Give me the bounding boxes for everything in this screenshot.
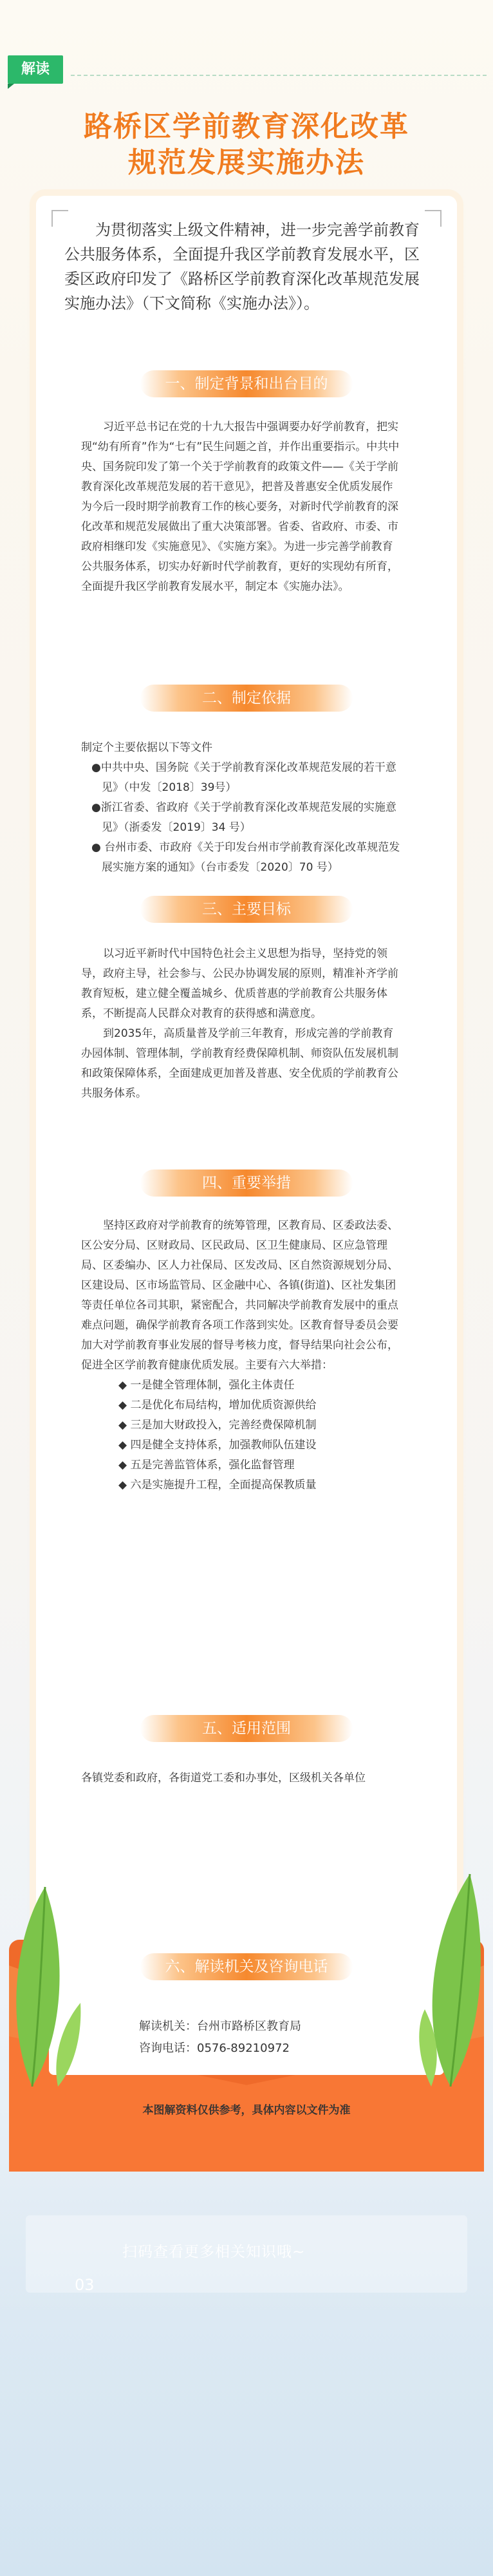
section-body-basis	[81, 738, 403, 878]
measure-item: ◆ 三是加大财政投入，完善经费保障机制	[118, 1419, 317, 1432]
section-title: 二、制定依据	[140, 685, 353, 712]
basis-item: ●浙江省委、省政府《关于学前教育深化改革规范发展的实施意见》（浙委发〔2019〕34 号）	[91, 801, 396, 834]
section-title: 四、重要举措	[140, 1170, 353, 1197]
page-title-line2: 规范发展实施办法	[128, 146, 365, 179]
scan-hint: 扫码查看更多相关知识哦~	[122, 2244, 306, 2260]
interpretation-tag: 解读	[8, 55, 63, 84]
section-header-goals	[0, 895, 493, 923]
goals-paragraph-1: 以习近平新时代中国特色社会主义思想为指导，坚持党的领导，政府主导，社会参与、公民办协调发展的原则，精准补齐学前教育短板，建立健全覆盖城乡、优质普惠的学前教育公共服务体系，不断提高人民群众对教育的获得感和满意度。	[81, 947, 398, 1020]
section-body-measures	[81, 1216, 403, 1495]
section-title: 六、解读机关及咨询电话	[140, 1953, 353, 1980]
contact-info	[139, 2016, 396, 2060]
section-header-scope	[0, 1714, 493, 1743]
basis-item: ● 台州市委、市政府《关于印发台州市学前教育深化改革规范发展实施方案的通知》（台市委发〔2020〕70 号）	[91, 841, 400, 874]
measures-paragraph: 坚持区政府对学前教育的统筹管理，区教育局、区委政法委、区公安分局、区财政局、区民政局、区卫生健康局、区应急管理局、区委编办、区人力社保局、区发改局、区自然资源规划分局、区建设局、区市场监管局、区金融中心、各镇(街道)、区社发集团等责任单位各司其职，紧密配合，共同解决学前教育发展中的重点难点问题，确保学前教育各项工作落到实处。区教育督导委员会要加大对学前教育事业发展的督导考核力度，督导结果向社会公布，促进全区学前教育健康优质发展。主要有六大举措：	[81, 1219, 398, 1372]
section-header-basis	[0, 684, 493, 712]
measure-item: ◆ 五是完善监管体系，强化监督管理	[118, 1459, 295, 1472]
measure-item: ◆ 一是健全管理体制，强化主体责任	[118, 1379, 295, 1392]
contact-phone: 咨询电话：0576-89210972	[139, 2041, 290, 2055]
section-title: 三、主要目标	[140, 896, 353, 923]
measure-item: ◆ 四是健全支持体系，加强教师队伍建设	[118, 1439, 317, 1452]
page-title-line1: 路桥区学前教育深化改革	[84, 110, 409, 143]
section-body-background: 习近平总书记在党的十九大报告中强调要办好学前教育，把实现“幼有所育”作为“七有”民生问题之首，并作出重要指示。中共中央、国务院印发了第一个关于学前教育的政策文件——《关于学前教育深化改革规范发展的若干意见》，把普及普惠安全优质发展作为今后一段时期学前教育工作的核心要务，对新时代学前教育的深化改革和规范发展做出了重大决策部署。省委、省政府、市委、市政府相继印发《实施意见》、《实施方案》。为进一步完善学前教育公共服务体系，切实办好新时代学前教育，更好的实现幼有所育，全面提升我区学前教育发展水平，制定本《实施办法》。	[81, 421, 400, 593]
basis-lead: 制定个主要依据以下等文件	[81, 741, 212, 754]
section-body-goals	[81, 944, 403, 1104]
goals-paragraph-2: 到2035年，高质量普及学前三年教育，形成完善的学前教育办园体制、管理体制，学前教育经费保障机制、师资队伍发展机制和政策保障体系，全面建成更加普及普惠、安全优质的学前教育公共服务体系。	[81, 1027, 398, 1100]
disclaimer-text: 本图解资料仅供参考，具体内容以文件为准	[142, 2104, 351, 2117]
section-title: 一、制定背景和出台目的	[140, 370, 353, 397]
contact-agency: 解读机关：台州市路桥区教育局	[139, 2020, 301, 2033]
leaf-left-icon	[6, 1880, 84, 2087]
section-body-scope: 各镇党委和政府，各街道党工委和办事处，区级机关各单位	[81, 1772, 366, 1785]
basis-item: ●中共中央、国务院《关于学前教育深化改革规范发展的若干意见》（中发〔2018〕39号）	[91, 761, 396, 794]
section-title: 五、适用范围	[140, 1715, 353, 1742]
measure-item: ◆ 二是优化布局结构，增加优质资源供给	[118, 1399, 317, 1412]
intro-paragraph: 为贯彻落实上级文件精神，进一步完善学前教育公共服务体系，全面提升我区学前教育发展水平，区委区政府印发了《路桥区学前教育深化改革规范发展实施办法》（下文简称《实施办法》）。	[64, 221, 420, 312]
header-divider	[71, 75, 487, 76]
leaf-right-icon	[405, 1868, 489, 2087]
section-header-measures	[0, 1169, 493, 1197]
section-header-background	[0, 370, 493, 398]
measure-item: ◆ 六是实施提升工程，全面提高保教质量	[118, 1479, 317, 1492]
page-number: 03	[75, 2276, 95, 2294]
